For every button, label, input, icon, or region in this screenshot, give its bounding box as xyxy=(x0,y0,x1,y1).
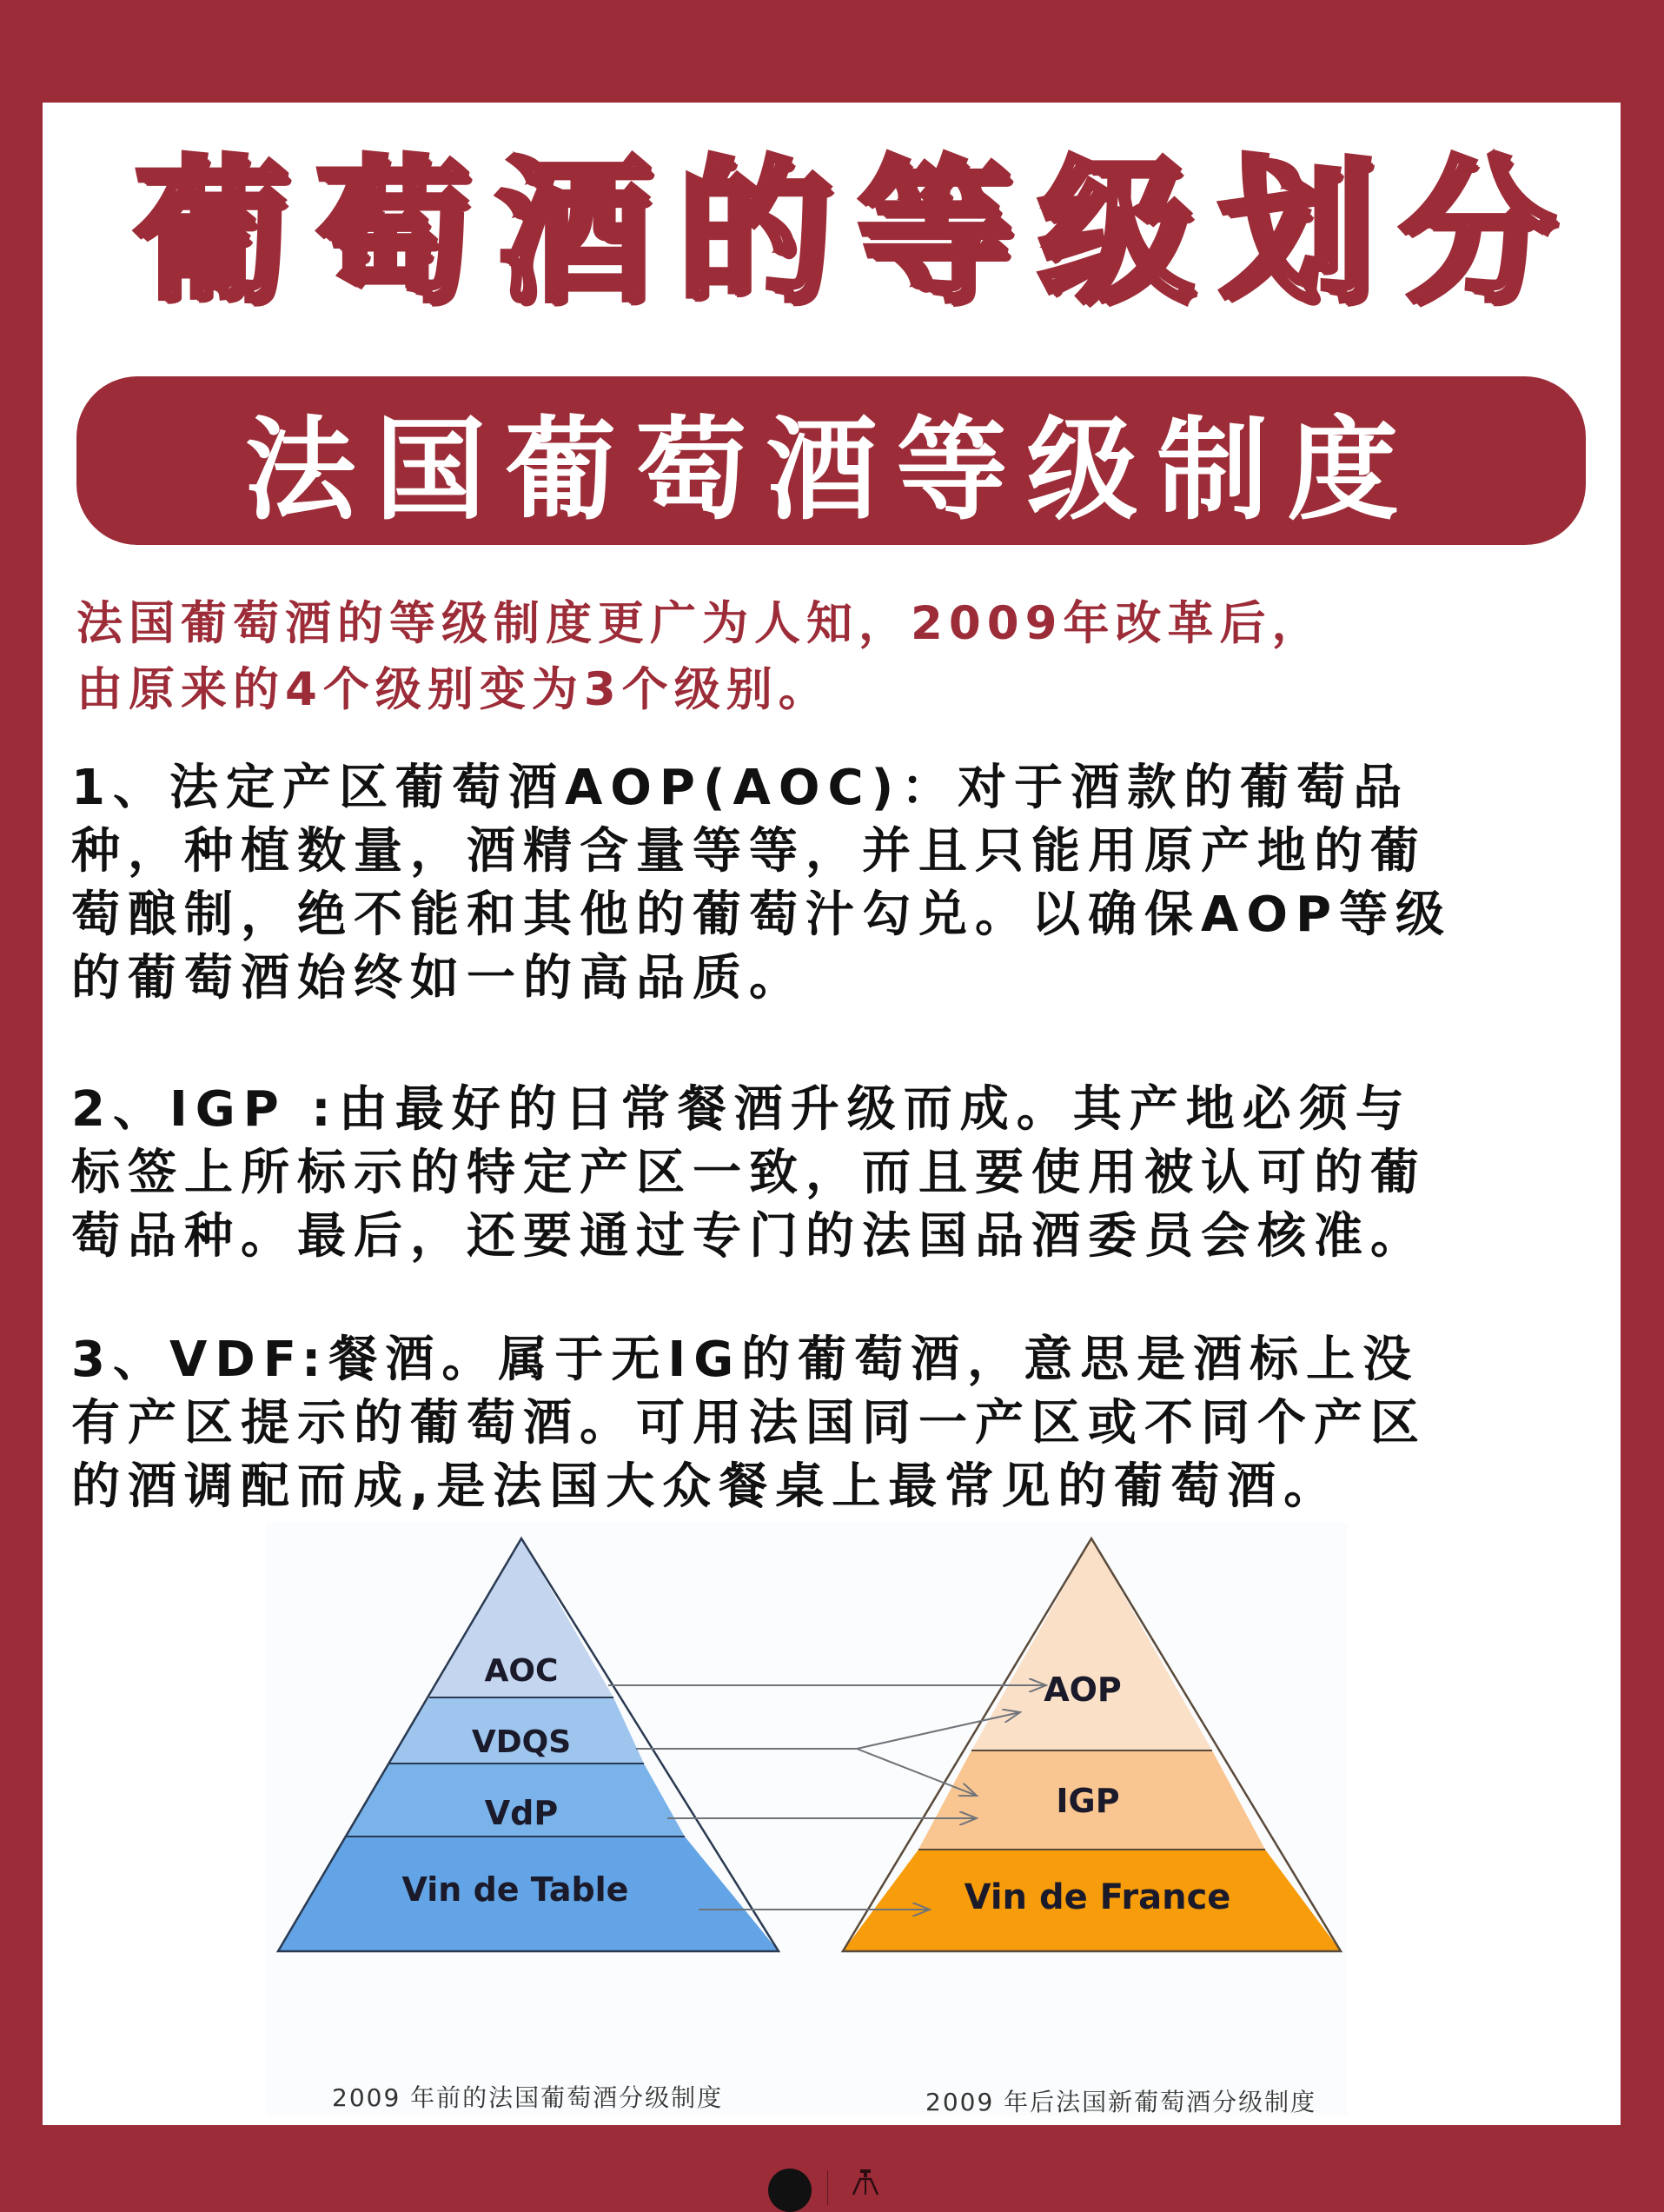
logo-divider xyxy=(827,2170,828,2205)
section-line: 萄酿制，绝不能和其他的葡萄汁勾兑。以确保AOP等级 xyxy=(71,887,1452,943)
brand-logo-icon xyxy=(768,2169,812,2212)
classification-diagram xyxy=(266,1523,1347,2116)
section-line: 1、法定产区葡萄酒AOP(AOC)：对于酒款的葡萄品 xyxy=(71,760,1410,816)
section-line: 2、IGP :由最好的日常餐酒升级而成。其产地必须与 xyxy=(71,1081,1412,1138)
section-vdf xyxy=(71,1328,1592,1518)
level-label-vin-de-france: Vin de France xyxy=(964,1877,1231,1917)
section-line: 的葡萄酒始终如一的高品质。 xyxy=(71,950,805,1006)
caption-before-2009: 2009 年前的法国葡萄酒分级制度 xyxy=(332,2083,724,2112)
intro-line: 由原来的4个级别变为3个级别。 xyxy=(76,663,831,716)
section-aop xyxy=(71,756,1592,1010)
section-line: 3、VDF:餐酒。属于无IG的葡萄酒，意思是酒标上没 xyxy=(71,1332,1420,1388)
level-label-vdp: VdP xyxy=(484,1794,559,1832)
section-line: 萄品种。最后，还要通过专门的法国品酒委员会核准。 xyxy=(71,1208,1427,1265)
intro-line: 法国葡萄酒的等级制度更广为人知，2009年改革后， xyxy=(76,597,1324,650)
caption-after-2009: 2009 年后法国新葡萄酒分级制度 xyxy=(925,2088,1317,2116)
footer-logos xyxy=(765,2169,904,2203)
subtitle-text: 法国葡萄酒等级制度 xyxy=(244,406,1418,535)
winery-logo-icon xyxy=(841,2169,890,2203)
level-label-aoc: AOC xyxy=(484,1653,559,1689)
level-label-vin-de-table: Vin de Table xyxy=(401,1870,629,1909)
level-label-aop: AOP xyxy=(1044,1671,1122,1709)
page-title: 葡萄酒的等级划分 xyxy=(135,143,1581,322)
section-line: 的酒调配而成,是法国大众餐桌上最常见的葡萄酒。 xyxy=(71,1458,1341,1515)
section-igp xyxy=(71,1078,1592,1268)
intro-paragraph xyxy=(76,591,1588,723)
level-label-vdqs: VDQS xyxy=(471,1724,572,1760)
section-line: 种，种植数量，酒精含量等等，并且只能用原产地的葡 xyxy=(71,823,1427,880)
section-line: 标签上所标示的特定产区一致，而且要使用被认可的葡 xyxy=(71,1145,1427,1201)
section-line: 有产区提示的葡萄酒。可用法国同一产区或不同个产区 xyxy=(71,1395,1427,1451)
pyramid-diagram-graphic xyxy=(266,1523,1347,2116)
level-label-igp: IGP xyxy=(1056,1782,1120,1820)
subtitle-banner xyxy=(76,376,1586,545)
